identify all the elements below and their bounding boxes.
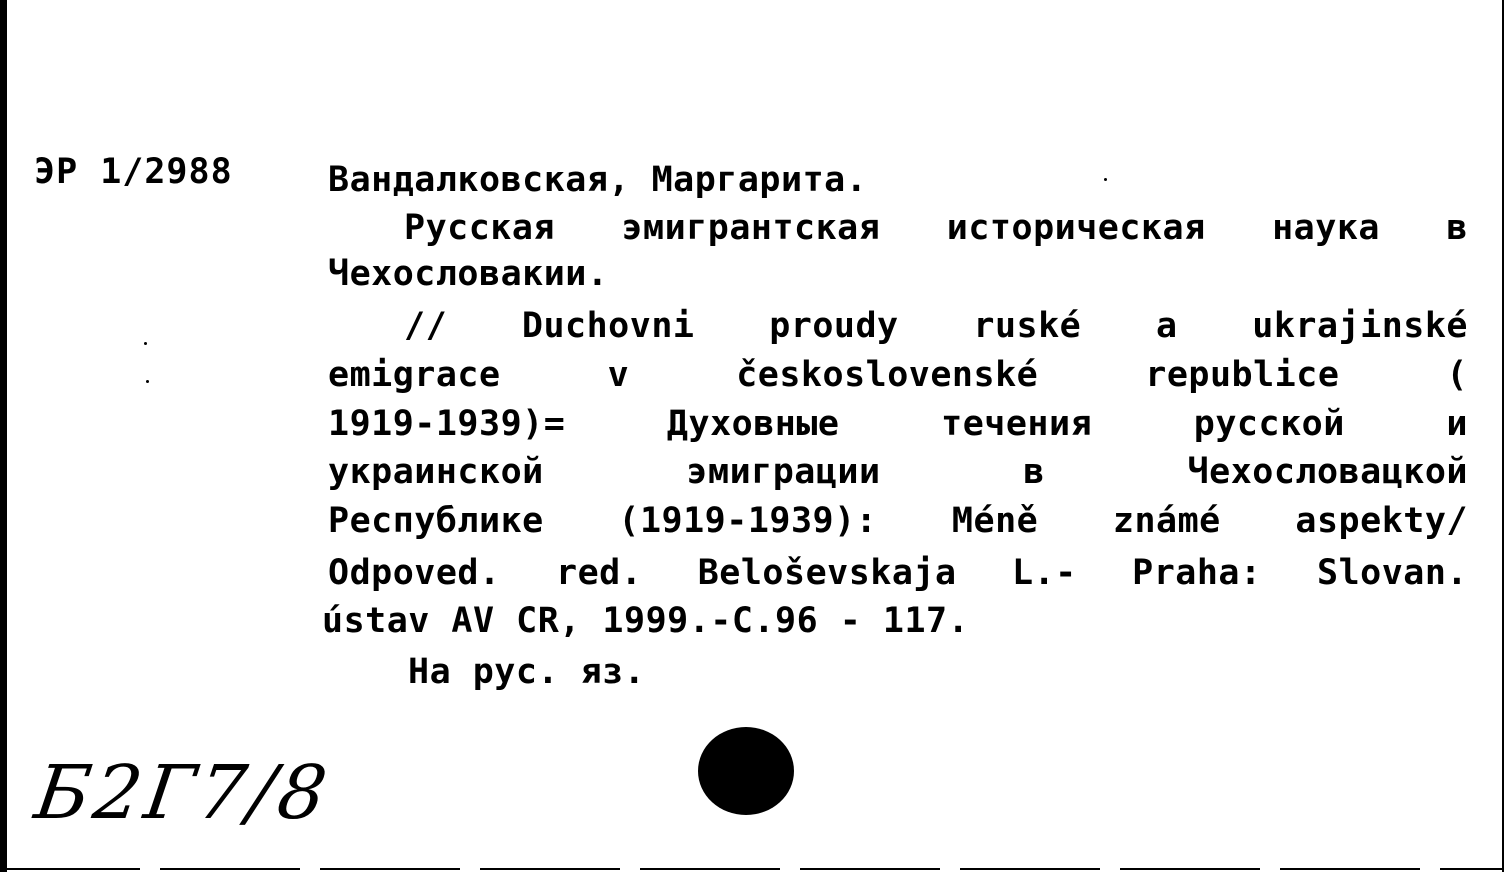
source-line-1: // Duchovni proudy ruské a ukrajinské — [404, 306, 1468, 346]
card-left-edge — [0, 0, 7, 872]
title-line-1: Русская эмигрантская историческая наука в — [404, 208, 1468, 248]
handwritten-classification: Б2Г7/8 — [29, 750, 336, 836]
speck — [1104, 178, 1107, 181]
source-line-6: Odpoved. red. Beloševskaja L.- Praha: Slovan. — [328, 553, 1468, 593]
source-line-2: emigrace v československé republice ( — [328, 355, 1468, 395]
shelfmark: ЭР 1/2988 — [34, 152, 233, 192]
speck — [144, 342, 147, 345]
author-heading: Вандалковская, Маргарита. — [328, 160, 868, 200]
source-line-3: 1919-1939)= Духовные течения русской и — [328, 404, 1468, 444]
source-line-5: Республике (1919-1939): Méně známé aspekty/ — [328, 501, 1468, 541]
source-line-7: ústav AV CR, 1999.-C.96 - 117. — [322, 601, 970, 641]
source-line-4: украинской эмиграции в Чехословацкой — [328, 452, 1468, 492]
speck — [146, 380, 149, 383]
punch-hole — [698, 727, 794, 815]
card-bottom-edge — [0, 868, 1504, 870]
language-note: На рус. яз. — [408, 652, 646, 692]
title-line-2: Чехословакии. — [328, 254, 609, 294]
